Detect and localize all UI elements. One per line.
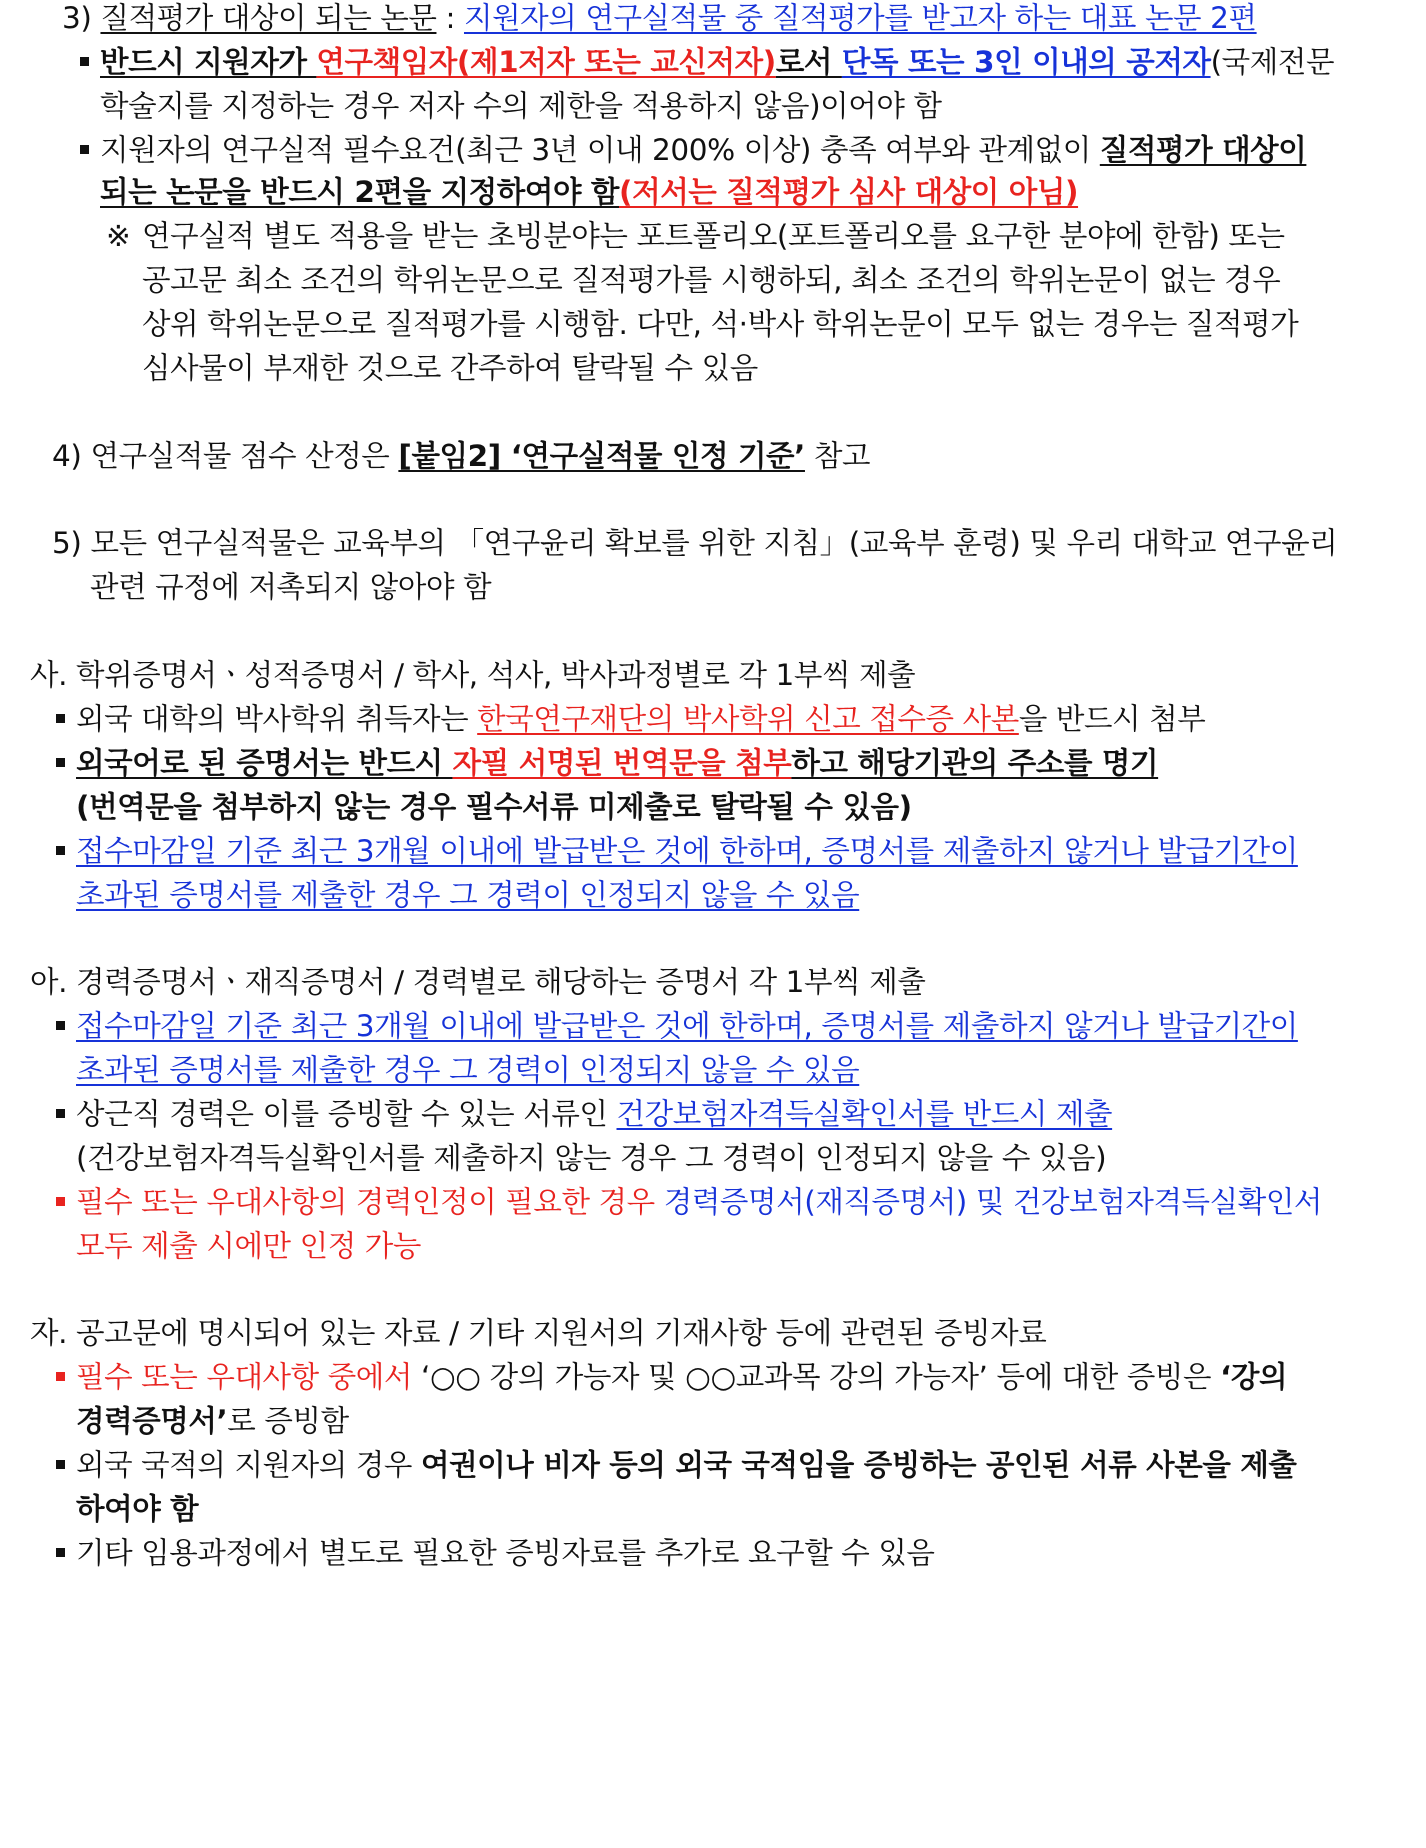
ah-b1-line1: 접수마감일 기준 최근 3개월 이내에 발급받은 것에 한하며, 증명서를 제출하지 않거나 발급기간이 xyxy=(76,1009,1298,1043)
sa-b3-line2: 초과된 증명서를 제출한 경우 그 경력이 인정되지 않을 수 있음 xyxy=(76,878,860,912)
ah-b3-line1: 필수 또는 우대사항의 경력인정이 필요한 경우 경력증명서(재직증명서) 및 건강보험자격득실확인서 xyxy=(76,1185,1323,1219)
sa-b1-line: 외국 대학의 박사학위 취득자는 한국연구재단의 박사학위 신고 접수증 사본을 반드시 첨부 xyxy=(76,702,1206,736)
sa-b2-line2: (번역문을 첨부하지 않는 경우 필수서류 미제출로 탈락될 수 있음) xyxy=(76,790,912,824)
sa-heading: 사. 학위증명서ㆍ성적증명서 / 학사, 석사, 박사과정별로 각 1부씩 제출 xyxy=(30,658,916,692)
s3-b2-line2: 되는 논문을 반드시 2편을 지정하여야 함(저서는 질적평가 심사 대상이 아님) xyxy=(100,175,1079,209)
s5-line2: 관련 규정에 저촉되지 않아야 함 xyxy=(90,570,492,604)
s3-note-line1: 연구실적 별도 적용을 받는 초빙분야는 포트폴리오(포트폴리오를 요구한 분야에 한함) 또는 xyxy=(142,219,1285,253)
ah-b3-line2: 모두 제출 시에만 인정 가능 xyxy=(76,1229,421,1263)
s3-b1-line2: 학술지를 지정하는 경우 저자 수의 제한을 적용하지 않음)이어야 함 xyxy=(100,89,942,123)
bullet-icon xyxy=(56,1197,65,1206)
s3-note-line2: 공고문 최소 조건의 학위논문으로 질적평가를 시행하되, 최소 조건의 학위논문이 없는 경우 xyxy=(142,263,1281,297)
s3-title: 질적평가 대상이 되는 논문 xyxy=(100,1,437,35)
bullet-icon xyxy=(56,846,65,855)
ja-b2-line1: 외국 국적의 지원자의 경우 여권이나 비자 등의 외국 국적임을 증빙하는 공인된 서류 사본을 제출 xyxy=(76,1448,1297,1482)
sa-b3-line1: 접수마감일 기준 최근 3개월 이내에 발급받은 것에 한하며, 증명서를 제출하지 않거나 발급기간이 xyxy=(76,834,1298,868)
bullet-icon xyxy=(56,1460,65,1469)
bullet-icon xyxy=(80,57,89,66)
s5-line1: 5) 모든 연구실적물은 교육부의 「연구윤리 확보를 위한 지침」(교육부 훈령) 및 우리 대학교 연구윤리 xyxy=(52,526,1338,560)
bullet-icon xyxy=(56,1109,65,1118)
s3-note-line3: 상위 학위논문으로 질적평가를 시행함. 다만, 석·박사 학위논문이 모두 없는 경우는 질적평가 xyxy=(142,307,1299,341)
ah-b2-line1: 상근직 경력은 이를 증빙할 수 있는 서류인 건강보험자격득실확인서를 반드시 제출 xyxy=(76,1097,1113,1131)
bullet-icon xyxy=(56,1548,65,1557)
ja-b3-line1: 기타 임용과정에서 별도로 필요한 증빙자료를 추가로 요구할 수 있음 xyxy=(76,1536,935,1570)
s3-note-line4: 심사물이 부재한 것으로 간주하여 탈락될 수 있음 xyxy=(142,351,758,385)
sa-b2-line1: 외국어로 된 증명서는 반드시 자필 서명된 번역문을 첨부하고 해당기관의 주소를 명기 xyxy=(76,746,1159,780)
bullet-icon xyxy=(56,758,65,767)
ja-heading: 자. 공고문에 명시되어 있는 자료 / 기타 지원서의 기재사항 등에 관련된 증빙자료 xyxy=(30,1316,1047,1350)
ja-b2-line2: 하여야 함 xyxy=(76,1492,199,1526)
s3-b1-line1: 반드시 지원자가 연구책임자(제1저자 또는 교신저자)로서 단독 또는 3인 이내의 공저자(국제전문 xyxy=(100,45,1335,79)
ah-b2-line2: (건강보험자격득실확인서를 제출하지 않는 경우 그 경력이 인정되지 않을 수 있음) xyxy=(76,1141,1107,1175)
s3-heading: 3) 질적평가 대상이 되는 논문 : 지원자의 연구실적물 중 질적평가를 받고자 하는 대표 논문 2편 xyxy=(62,1,1257,35)
bullet-icon xyxy=(56,1372,65,1381)
bullet-icon xyxy=(80,145,89,154)
ja-b1-line1: 필수 또는 우대사항 중에서 ‘○○ 강의 가능자 및 ○○교과목 강의 가능자’ 등에 대한 증빙은 ‘강의 xyxy=(76,1360,1288,1394)
s3-desc: 지원자의 연구실적물 중 질적평가를 받고자 하는 대표 논문 2편 xyxy=(463,1,1257,35)
ja-b1-line2: 경력증명서’로 증빙함 xyxy=(76,1404,349,1438)
s3-b2-line1: 지원자의 연구실적 필수요건(최근 3년 이내 200% 이상) 충족 여부와 관계없이 질적평가 대상이 xyxy=(100,133,1307,167)
reference-mark-icon: ※ xyxy=(106,219,131,253)
bullet-icon xyxy=(56,1021,65,1030)
s4-line: 4) 연구실적물 점수 산정은 [붙임2] ‘연구실적물 인정 기준’ 참고 xyxy=(52,439,871,473)
ah-heading: 아. 경력증명서ㆍ재직증명서 / 경력별로 해당하는 증명서 각 1부씩 제출 xyxy=(30,965,926,999)
bullet-icon xyxy=(56,714,65,723)
ah-b1-line2: 초과된 증명서를 제출한 경우 그 경력이 인정되지 않을 수 있음 xyxy=(76,1053,860,1087)
